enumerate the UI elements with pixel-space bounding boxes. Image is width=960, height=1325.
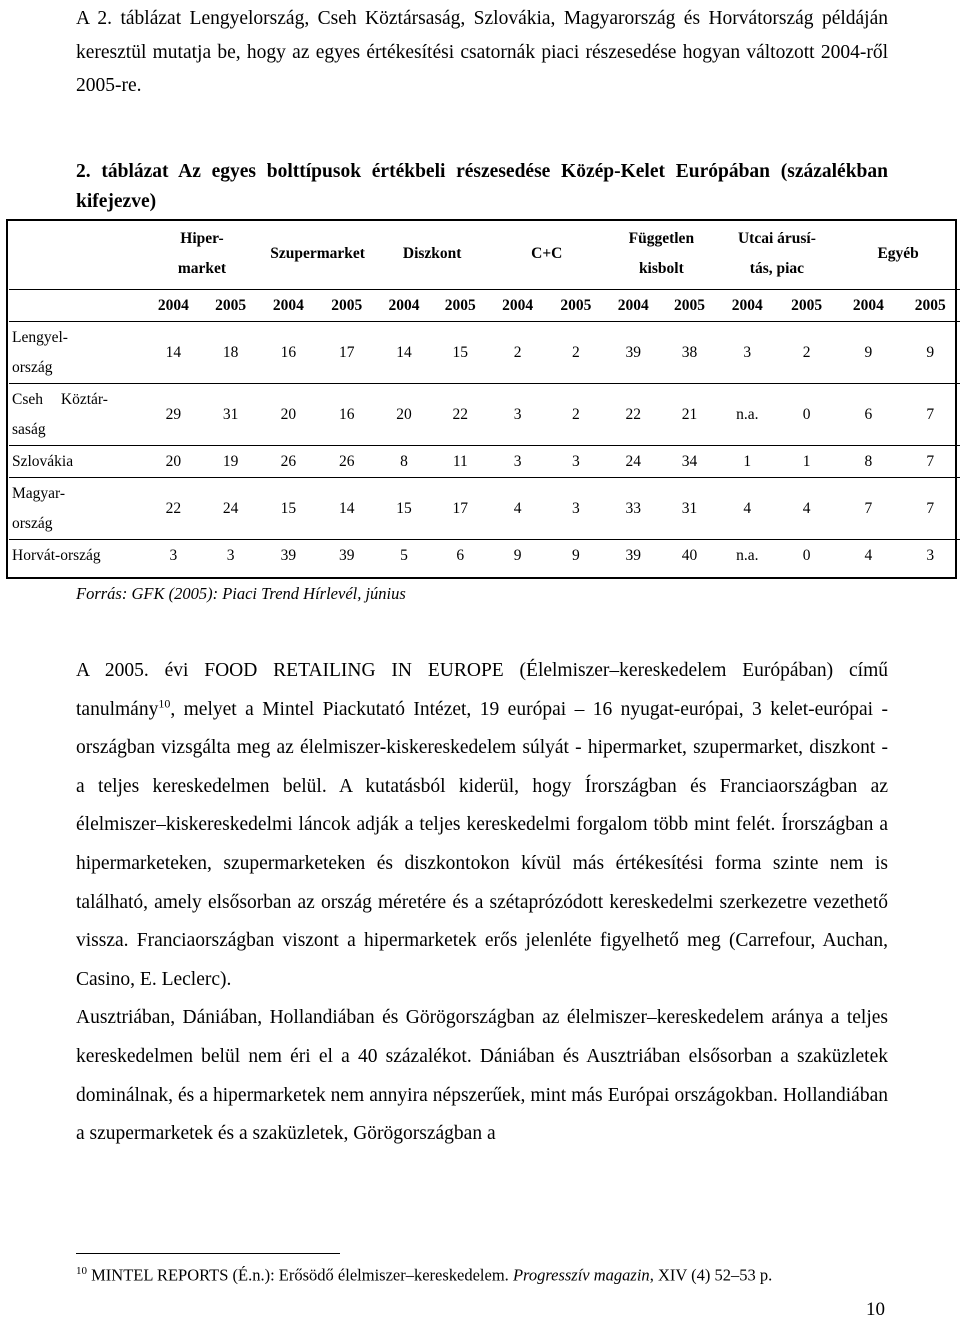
row-label-horvatorszag: Horvát-ország (9, 540, 145, 572)
table-cell: 20 (259, 384, 317, 446)
group-header-fuggetlen-kisbolt: Független kisbolt (628, 230, 695, 277)
table-cell: 8 (376, 446, 432, 478)
table-cell: 2 (488, 322, 546, 384)
group-header-cc: C+C (531, 245, 563, 262)
table-caption: 2. táblázat Az egyes bolttípusok értékbeli részesedése Közép-Kelet Európában (százalékban kifejezve) (76, 161, 888, 212)
table-cell: 16 (318, 384, 376, 446)
table-row (9, 478, 960, 540)
table-cell: 3 (547, 446, 605, 478)
table-cell: n.a. (718, 384, 777, 446)
table-cell: 26 (259, 446, 317, 478)
table-cell: 3 (718, 322, 777, 384)
table-cell: 6 (432, 540, 488, 572)
year-header: 2004 (718, 290, 777, 322)
year-header: 2005 (547, 290, 605, 322)
table-cell: 39 (605, 540, 661, 572)
table-cell: 5 (376, 540, 432, 572)
year-header: 2004 (605, 290, 661, 322)
table-cell: 7 (836, 478, 900, 540)
year-header: 2004 (145, 290, 202, 322)
table-cell: 2 (547, 384, 605, 446)
footnote-divider (76, 1253, 340, 1254)
table-cell: 3 (145, 540, 202, 572)
table-cell: 14 (376, 322, 432, 384)
table-group-header-row (9, 219, 960, 290)
table-cell: 2 (777, 322, 836, 384)
table-cell: 9 (836, 322, 900, 384)
table-row (9, 446, 960, 478)
table-cell: 9 (488, 540, 546, 572)
row-label-lengyelorszag: Lengyel- ország (9, 322, 145, 384)
table-cell: 0 (777, 540, 836, 572)
table-cell: 7 (901, 384, 960, 446)
table-cell: 15 (259, 478, 317, 540)
market-share-table (9, 219, 960, 571)
table-cell: 22 (605, 384, 661, 446)
table-cell: 31 (661, 478, 717, 540)
page-number: 10 (866, 1299, 885, 1320)
corner-cell (9, 219, 145, 290)
table-cell: 39 (259, 540, 317, 572)
table-cell: 22 (145, 478, 202, 540)
table-cell: 24 (202, 478, 259, 540)
group-header-hipermarket: Hiper- market (177, 230, 227, 277)
body-text (76, 652, 888, 1154)
table-cell: 3 (901, 540, 960, 572)
table-cell: 34 (661, 446, 717, 478)
table-cell: n.a. (718, 540, 777, 572)
table-cell: 17 (318, 322, 376, 384)
table-cell: 31 (202, 384, 259, 446)
year-header: 2005 (432, 290, 488, 322)
group-header-szupermarket: Szupermarket (270, 245, 365, 262)
year-header: 2005 (661, 290, 717, 322)
table-cell: 4 (836, 540, 900, 572)
table-cell: 16 (259, 322, 317, 384)
table-cell: 15 (432, 322, 488, 384)
table-row (9, 384, 960, 446)
table-cell: 14 (145, 322, 202, 384)
table-row (9, 540, 960, 572)
corner-cell (9, 290, 145, 322)
group-header-utcai-arusitas: Utcai árusí- tás, piac (737, 230, 816, 277)
table-cell: 22 (432, 384, 488, 446)
paragraph: Ausztriában, Dániában, Hollandiában és Görögországban az élelmiszer–kereskedelem aránya a teljes kereskedelmen belül nem éri el a 40 százalékot. Dániában és Ausztriában elsősorban a szaküzletek dominálnak, és a hipermarketek nem annyira népszerűek, mint más Európai országokban. Hollandiában a szupermarketek és a szaküzletek, Görögországban a (76, 1007, 888, 1145)
table-cell: 9 (547, 540, 605, 572)
table-cell: 40 (661, 540, 717, 572)
table-cell: 29 (145, 384, 202, 446)
row-label-cseh-koztarsasag: Cseh Köztár- saság (9, 384, 145, 446)
row-label-magyarorszag: Magyar- ország (9, 478, 145, 540)
intro-paragraph: A 2. táblázat Lengyelország, Cseh Köztársaság, Szlovákia, Magyarország és Horvátország példáján keresztül mutatja be, hogy az egyes értékesítési csatornák piaci részesedése hogyan változott 2004-ről 2005-re. (76, 8, 888, 96)
table-cell: 0 (777, 384, 836, 446)
table-cell: 18 (202, 322, 259, 384)
year-header: 2004 (836, 290, 900, 322)
table-cell: 6 (836, 384, 900, 446)
table-cell: 2 (547, 322, 605, 384)
table-cell: 20 (376, 384, 432, 446)
table-cell: 39 (318, 540, 376, 572)
table-cell: 11 (432, 446, 488, 478)
table-source: Forrás: GFK (2005): Piaci Trend Hírlevél, június (76, 584, 406, 603)
table-cell: 33 (605, 478, 661, 540)
year-header: 2004 (376, 290, 432, 322)
table-cell: 4 (488, 478, 546, 540)
table-cell: 17 (432, 478, 488, 540)
table-cell: 26 (318, 446, 376, 478)
table-cell: 1 (777, 446, 836, 478)
year-header: 2005 (202, 290, 259, 322)
table-year-row (9, 290, 960, 322)
table-cell: 7 (901, 446, 960, 478)
table-cell: 4 (718, 478, 777, 540)
year-header: 2004 (259, 290, 317, 322)
year-header: 2005 (777, 290, 836, 322)
year-header: 2004 (488, 290, 546, 322)
paragraph: A 2005. évi FOOD RETAILING IN EUROPE (Élelmiszer–kereskedelem Európában) című tanulmány$^{10}$, melyet a Mintel Piackutató Intézet, 19 európai – 16 nyugat-európai, 3 kelet-európai - országban vizsgálta meg az élelmiszer-kiskereskedelem súlyát - hipermarket, szupermarket, diszkont - a teljes kereskedelmen belül. A kutatásból kiderül, hogy Írországban és Franciaországban az élelmiszer–kiskereskedelmi láncok adják a teljes kereskedelmi forgalom több mint felét. Írországban a hipermarketeken, szupermarketeken és diszkontokon kívül más értékesítési forma szinte nem is található, amely elsősorban az ország méretére és a szétaprózódott kereskedelmi szerkezetre vezethető vissza. Franciaországban viszont a hipermarketek erős jelenléte figyelhető meg (Carrefour, Auchan, Casino, E. Leclerc). (76, 660, 888, 990)
table-cell: 3 (202, 540, 259, 572)
table-row (9, 322, 960, 384)
group-header-diszkont: Diszkont (402, 245, 462, 262)
table-cell: 4 (777, 478, 836, 540)
table-cell: 9 (901, 322, 960, 384)
table-cell: 19 (202, 446, 259, 478)
table-cell: 8 (836, 446, 900, 478)
table-cell: 38 (661, 322, 717, 384)
footnote-reference: 10 (158, 696, 171, 711)
table-cell: 24 (605, 446, 661, 478)
footnote: $^{10}$ MINTEL REPORTS (É.n.): Erősödő élelmiszer–kereskedelem. Progresszív magazin, XIV (4) 52–53 p. (76, 1265, 773, 1285)
year-header: 2005 (901, 290, 960, 322)
table-cell: 3 (488, 384, 546, 446)
table-cell: 3 (547, 478, 605, 540)
group-header-egyeb: Egyéb (877, 245, 919, 262)
table-cell: 14 (318, 478, 376, 540)
table-cell: 3 (488, 446, 546, 478)
row-label-szlovakia: Szlovákia (9, 446, 145, 478)
year-header: 2005 (318, 290, 376, 322)
table-cell: 39 (605, 322, 661, 384)
table-cell: 1 (718, 446, 777, 478)
table-cell: 15 (376, 478, 432, 540)
table-cell: 20 (145, 446, 202, 478)
table-cell: 21 (661, 384, 717, 446)
table-cell: 7 (901, 478, 960, 540)
